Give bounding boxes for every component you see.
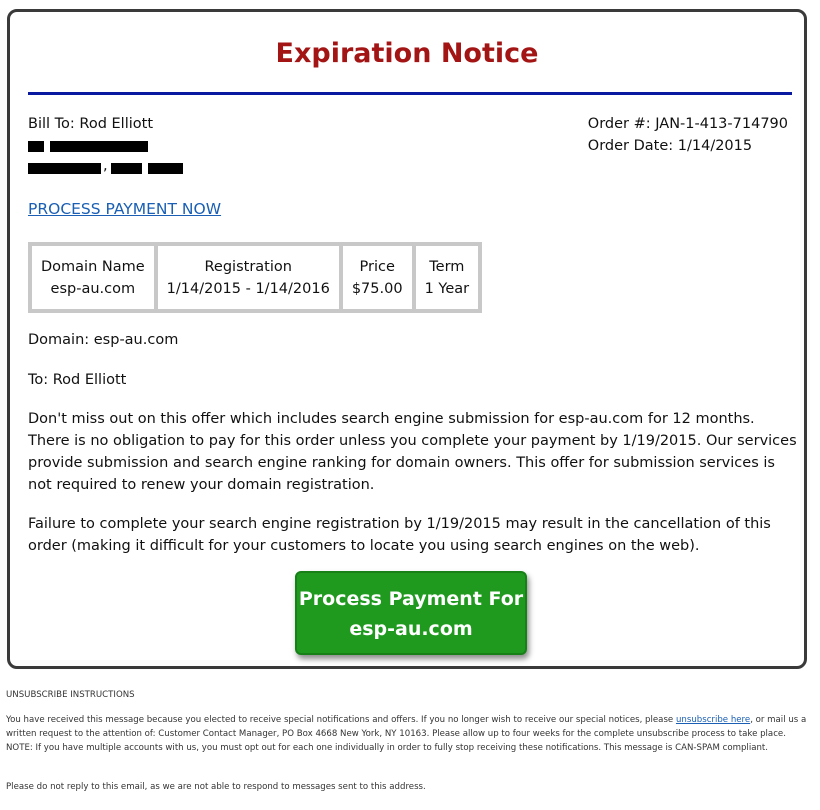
term-value: 1 Year: [424, 281, 470, 297]
redacted-address-line-2c: [148, 163, 183, 174]
warning-paragraph: Failure to complete your search engine registration by 1/19/2015 may result in the cancellation of this order (making it difficult for your customers to locate you using search engines on the web).: [28, 516, 771, 554]
column-header-price: Price: [359, 259, 395, 275]
order-table: [28, 242, 482, 313]
offer-paragraph: Don't miss out on this offer which includes search engine submission for esp-au.com for 12 months. There is no obligation to pay for this order unless you complete your payment by 1/19/2015. Our services provide submission and search engine ranking for domain owners. This offer for submission services is not required to renew your domain registration.: [28, 411, 797, 493]
registration-value: 1/14/2015 - 1/14/2016: [166, 281, 330, 297]
order-info: [588, 113, 788, 157]
unsubscribe-instructions: [6, 713, 814, 755]
domain-name-cell: [30, 244, 156, 311]
button-label-line-1: Process Payment For: [298, 588, 524, 610]
order-number: Order #: JAN-1-413-714790: [587, 116, 788, 132]
column-header-domain: Domain Name: [41, 259, 145, 275]
unsubscribe-text-after: , or mail us a written request to the attention of: Customer Contact Manager, PO Box 4668 New York, NY 10163. Please allow up to four weeks for the complete unsubscribe process to take place. NOTE: If you have multiple accounts with us, you must opt out for each one individually in order to fully stop receiving these notifications. This message is CAN-SPAM compliant.: [6, 715, 807, 753]
bill-to-name: Bill To: Rod Elliott: [28, 116, 153, 132]
price-value: $75.00: [351, 281, 403, 297]
process-payment-link[interactable]: PROCESS PAYMENT NOW: [28, 200, 222, 218]
column-header-registration: Registration: [204, 259, 292, 275]
redacted-address-line-2a: [28, 163, 101, 174]
redacted-address-line-1b: [50, 141, 148, 152]
recipient-line: To: Rod Elliott: [28, 372, 127, 388]
unsubscribe-link[interactable]: unsubscribe here: [675, 715, 751, 725]
unsubscribe-heading: UNSUBSCRIBE INSTRUCTIONS: [6, 690, 135, 700]
domain-name-value: esp-au.com: [50, 281, 136, 297]
unsubscribe-text-before: You have received this message because you elected to receive special notifications and offers. If you no longer wish to receive our special notices, please: [6, 715, 676, 725]
registration-cell: [156, 244, 341, 311]
domain-line: Domain: esp-au.com: [28, 332, 179, 348]
no-reply-notice: Please do not reply to this email, as we are not able to respond to messages sent to this address.: [6, 782, 426, 792]
term-cell: [414, 244, 481, 311]
column-header-term: Term: [429, 259, 465, 275]
price-cell: [341, 244, 414, 311]
title-divider: [28, 92, 792, 95]
table-row: [30, 244, 480, 311]
page-title: Expiration Notice: [275, 38, 539, 69]
redacted-address-line-1a: [28, 141, 44, 152]
process-payment-button[interactable]: [295, 571, 527, 655]
redacted-address-line-2b: [111, 163, 142, 174]
address-comma: ,: [103, 158, 108, 174]
notice-card: [7, 9, 807, 669]
button-label-line-2: esp-au.com: [349, 618, 473, 640]
order-date: Order Date: 1/14/2015: [587, 138, 753, 154]
